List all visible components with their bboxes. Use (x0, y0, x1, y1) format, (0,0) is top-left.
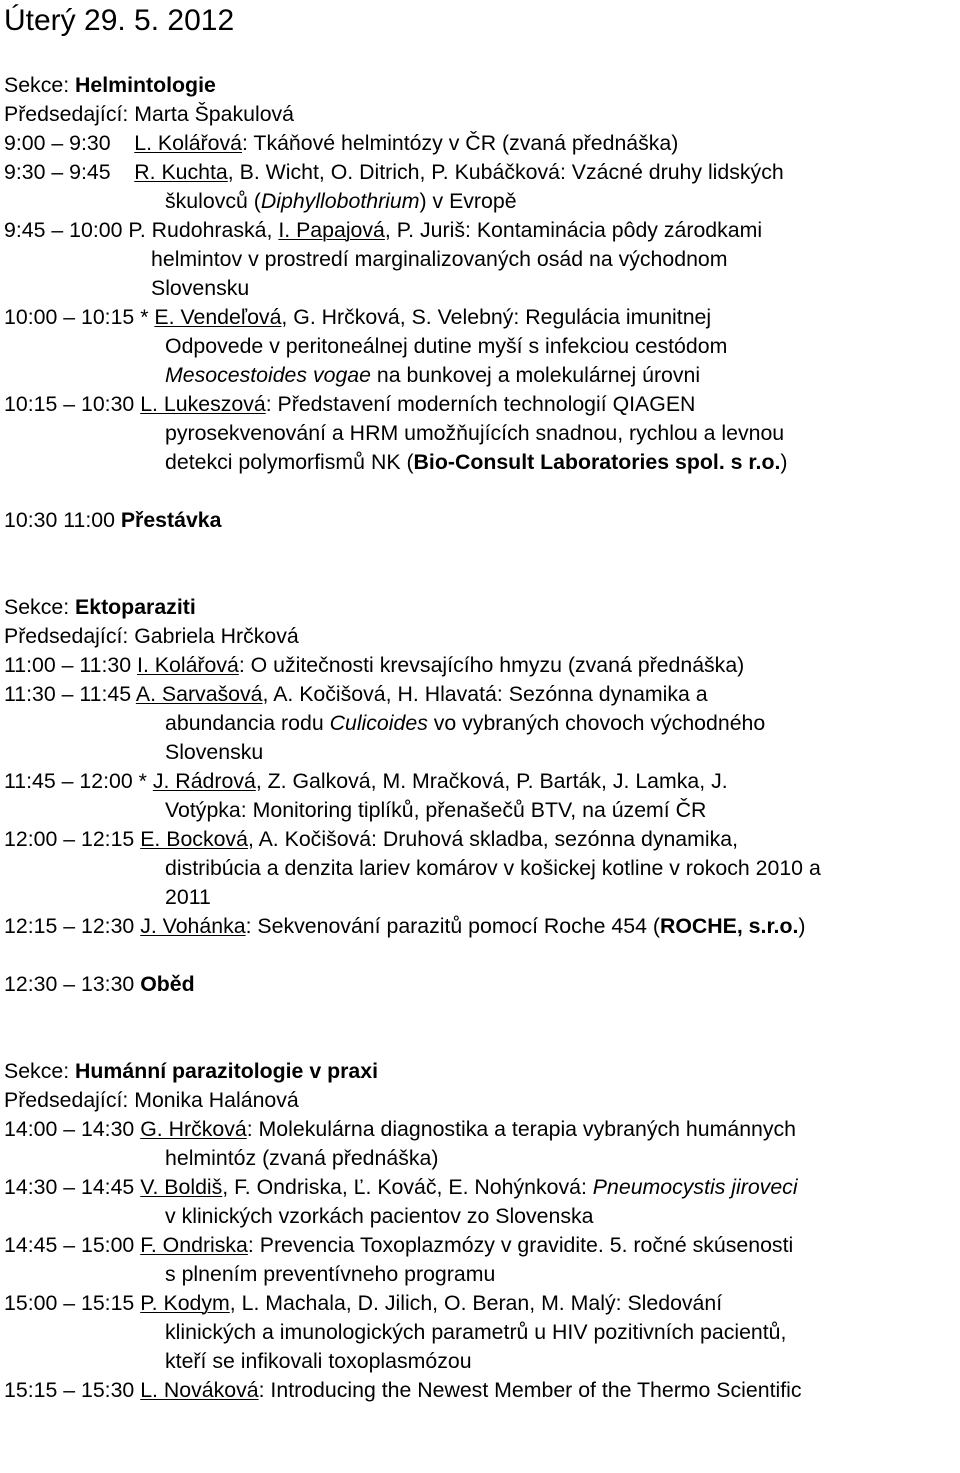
section-chair: Předsedající: Marta Špakulová (4, 102, 295, 126)
talk-title: : Sekvenování parazitů pomocí Roche 454 ( (245, 914, 660, 938)
talk-title: , Z. Galková, M. Mračková, P. Barták, J. Lamka, J. (255, 769, 728, 793)
talk-title: : Introducing the Newest Member of the Thermo Scientific (258, 1378, 802, 1402)
talk-continuation: distribúcia a denzita lariev komárov v košickej kotline v rokoch 2010 a (165, 856, 821, 880)
break-label: Oběd (140, 972, 195, 996)
talk-continuation: klinických a imunologických parametrů u HIV pozitivních pacientů, (165, 1320, 787, 1344)
talk-continuation: Mesocestoides vogae na bunkovej a molekulárnej úrovni (165, 363, 701, 387)
presenting-author: F. Ondriska (140, 1233, 248, 1257)
section-heading: Sekce: Humánní parazitologie v praxi (4, 1059, 378, 1083)
talk-title: , A. Kočišová: Druhová skladba, sezónna dynamika, (247, 827, 739, 851)
talk-continuation: Votýpka: Monitoring tiplíků, přenašečů BTV, na území ČR (165, 798, 707, 822)
break-entry (4, 506, 958, 535)
talk-time: 14:45 – 15:00 (4, 1233, 135, 1257)
section-name: Humánní parazitologie v praxi (75, 1059, 378, 1083)
spacer (4, 477, 958, 506)
section-helmintologie (4, 71, 958, 477)
section-heading: Sekce: Helmintologie (4, 73, 216, 97)
presenting-author: I. Kolářová (137, 653, 239, 677)
presenting-author: I. Papajová (278, 218, 385, 242)
section-name: Ektoparaziti (75, 595, 196, 619)
sponsor-name: ROCHE, s.r.o. (659, 914, 799, 938)
talk-time: 12:00 – 12:15 (4, 827, 135, 851)
talk-entry (4, 651, 958, 680)
talk-time: 15:15 – 15:30 (4, 1378, 135, 1402)
talk-entry (4, 825, 958, 854)
talk-time: 14:30 – 14:45 (4, 1175, 135, 1199)
talk-continuation: kteří se infikovali toxoplasmózou (165, 1349, 472, 1373)
talk-entry: 12:15 – 12:30 J. Vohánka: Sekvenování parazitů pomocí Roche 454 (ROCHE, s.r.o.) (4, 914, 806, 938)
presenting-author: E. Vendeľová (154, 305, 282, 329)
talk-title: , B. Wicht, O. Ditrich, P. Kubáčková: Vzácné druhy lidských (227, 160, 784, 184)
talk-time: 14:00 – 14:30 (4, 1117, 135, 1141)
talk-time: 9:30 – 9:45 (4, 160, 111, 184)
talk-title: , L. Machala, D. Jilich, O. Beran, M. Malý: Sledování (229, 1291, 723, 1315)
talk-title: : Představení moderních technologií QIAGEN (265, 392, 696, 416)
talk-entry (4, 1115, 958, 1144)
talk-continuation: Odpovede v peritoneálnej dutine myší s infekciou cestódom (165, 334, 728, 358)
talk-continuation: helmintóz (zvaná přednáška) (165, 1146, 439, 1170)
talk-entry (4, 158, 958, 187)
talk-time: 9:00 – 9:30 (4, 131, 111, 155)
spacer (4, 535, 958, 593)
talk-time: 9:45 – 10:00 (4, 218, 123, 242)
talk-continuation: škulovců (Diphyllobothrium) v Evropě (165, 189, 517, 213)
presenting-author: L. Nováková (140, 1378, 259, 1402)
talk-entry (4, 390, 958, 419)
section-humanni-parazitologie (4, 1057, 958, 1405)
talk-entry (4, 1376, 958, 1405)
presenting-author: L. Lukeszová (140, 392, 266, 416)
talk-entry (4, 129, 958, 158)
break-time: 10:30 11:00 (4, 508, 121, 532)
section-ektoparaziti (4, 593, 958, 941)
talk-continuation: helmintov v prostredí marginalizovaných osád na východnom (151, 247, 728, 271)
talk-entry: 10:00 – 10:15 * E. Vendeľová, G. Hrčková, S. Velebný: Regulácia imunitnej (4, 305, 712, 329)
talk-title-italic: Pneumocystis jiroveci (592, 1175, 798, 1199)
talk-time: 10:00 – 10:15 (4, 305, 135, 329)
talk-continuation: detekci polymorfismů NK (Bio-Consult Laboratories spol. s r.o.) (165, 450, 788, 474)
spacer (4, 941, 958, 970)
spacer (4, 42, 958, 71)
talk-title: : Tkáňové helmintózy v ČR (zvaná přednáška) (241, 131, 679, 155)
chair-name: Gabriela Hrčková (134, 624, 299, 648)
presenting-author: J. Rádrová (152, 769, 256, 793)
talk-entry (4, 1289, 958, 1318)
spacer (4, 999, 958, 1057)
presenting-author: G. Hrčková (140, 1117, 247, 1141)
section-chair: Předsedající: Monika Halánová (4, 1088, 299, 1112)
talk-time: 11:45 – 12:00 (4, 769, 133, 793)
talk-title: , F. Ondriska, Ľ. Kováč, E. Nohýnková: (222, 1175, 593, 1199)
talk-entry (4, 1231, 958, 1260)
talk-entry: 9:45 – 10:00 P. Rudohraská, I. Papajová, P. Juriš: Kontaminácia pôdy zárodkami (4, 218, 763, 242)
break-entry (4, 970, 958, 999)
talk-title: , A. Kočišová, H. Hlavatá: Sezónna dynamika a (262, 682, 708, 706)
break-time: 12:30 – 13:30 (4, 972, 141, 996)
talk-entry: 11:45 – 12:00 * J. Rádrová, Z. Galková, M. Mračková, P. Barták, J. Lamka, J. (4, 769, 728, 793)
presenting-author: E. Bocková (140, 827, 248, 851)
section-heading: Sekce: Ektoparaziti (4, 595, 196, 619)
talk-title: , G. Hrčková, S. Velebný: Regulácia imunitnej (281, 305, 712, 329)
talk-continuation: pyrosekvenování a HRM umožňujících snadnou, rychlou a levnou (165, 421, 785, 445)
talk-time: 15:00 – 15:15 (4, 1291, 135, 1315)
talk-time: 10:15 – 10:30 (4, 392, 135, 416)
presenting-author: L. Kolářová (134, 131, 242, 155)
talk-continuation: s plnením preventívneho programu (165, 1262, 496, 1286)
section-name: Helmintologie (75, 73, 216, 97)
talk-continuation: abundancia rodu Culicoides vo vybraných chovoch východného (165, 711, 766, 735)
presenting-author: P. Kodym (140, 1291, 230, 1315)
talk-title: , P. Juriš: Kontaminácia pôdy zárodkami (384, 218, 763, 242)
chair-name: Marta Špakulová (134, 102, 295, 126)
talk-time: 11:30 – 11:45 (4, 682, 132, 706)
presenting-author: J. Vohánka (140, 914, 246, 938)
talk-continuation: 2011 (165, 885, 211, 909)
break-label: Přestávka (120, 508, 222, 532)
programme-page (4, 0, 958, 1405)
talk-entry (4, 1173, 958, 1202)
talk-title: : O užitečnosti krevsajícího hmyzu (zvaná přednáška) (238, 653, 745, 677)
talk-continuation: Slovensku (151, 276, 250, 300)
presenting-author: R. Kuchta (134, 160, 228, 184)
talk-continuation: v klinických vzorkách pacientov zo Slovenska (165, 1204, 594, 1228)
talk-time: 12:15 – 12:30 (4, 914, 135, 938)
talk-continuation: Slovensku (165, 740, 264, 764)
chair-name: Monika Halánová (134, 1088, 299, 1112)
presenting-author: V. Boldiš (140, 1175, 223, 1199)
presenting-author: A. Sarvašová (135, 682, 263, 706)
talk-time: 11:00 – 11:30 (4, 653, 132, 677)
talk-title: : Prevencia Toxoplazmózy v gravidite. 5. ročné skúsenosti (247, 1233, 794, 1257)
talk-title: : Molekulárna diagnostika a terapia vybraných humánnych (246, 1117, 797, 1141)
talk-entry (4, 680, 958, 709)
section-chair: Předsedající: Gabriela Hrčková (4, 624, 299, 648)
date-heading: Úterý 29. 5. 2012 (4, 4, 235, 37)
sponsor-name: Bio-Consult Laboratories spol. s r.o. (413, 450, 781, 474)
